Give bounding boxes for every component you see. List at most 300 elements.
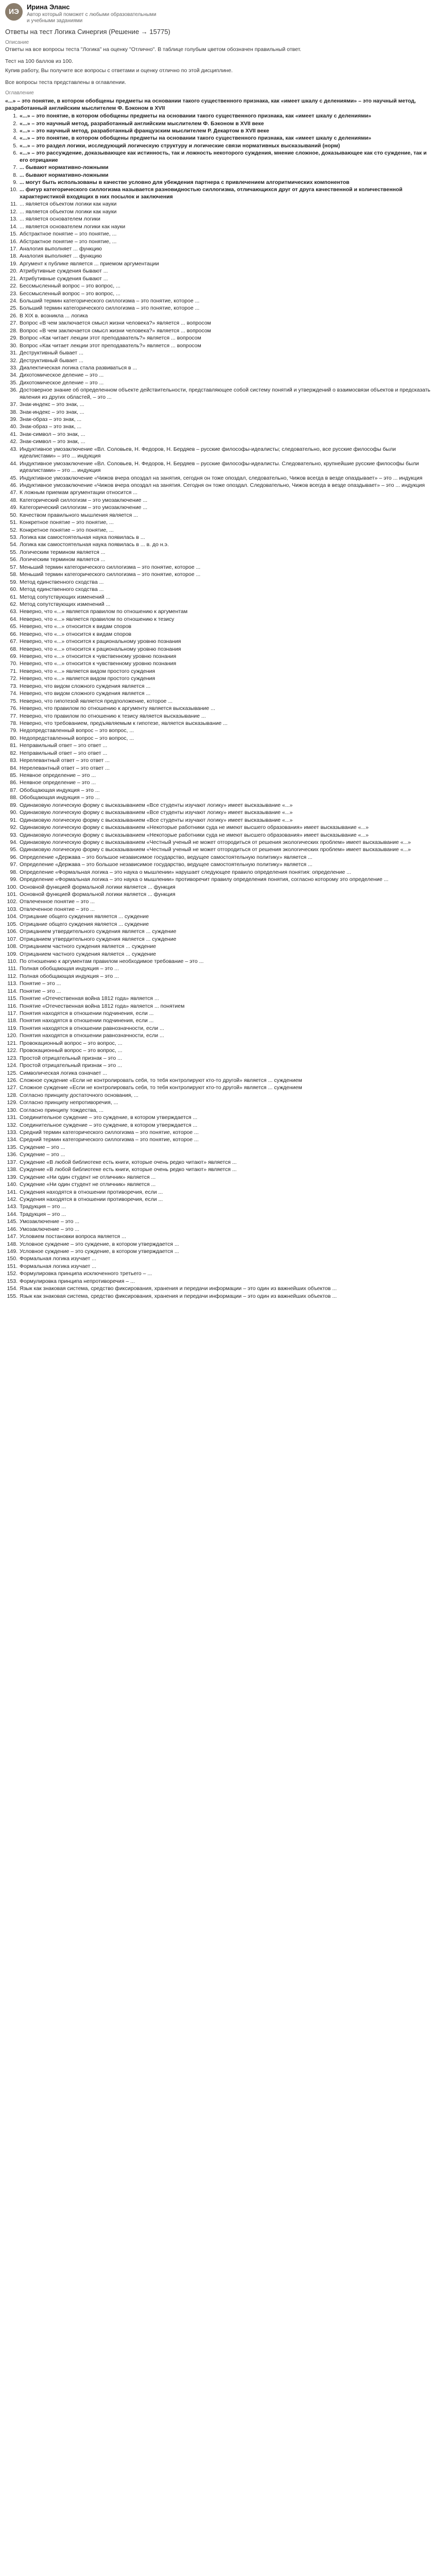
toc-item bbox=[6, 817, 432, 824]
toc-item-text: Деструктивный бывает ... bbox=[20, 357, 83, 364]
toc-item bbox=[6, 1166, 432, 1173]
toc-item-text: Знак-образ – это знак, ... bbox=[20, 423, 82, 430]
toc-item-text: ... могут быть использованы в качестве условно для убеждения партнера с привлечением алгоритмических компонентов bbox=[20, 179, 350, 185]
toc-item-number: 119. bbox=[7, 1025, 18, 1031]
toc-item-number: 46. bbox=[10, 482, 18, 488]
toc-item-number: 60. bbox=[10, 586, 18, 593]
toc-item-number: 26. bbox=[10, 312, 18, 319]
toc-item-text: Неверно, что «...» относится к видам споров bbox=[20, 623, 132, 630]
toc-item-text: Понятие – это ... bbox=[20, 980, 61, 987]
toc-item bbox=[6, 504, 432, 511]
toc-item bbox=[6, 534, 432, 541]
toc-item-text: Неверно, что «...» является правилом по отношению к аргументам bbox=[20, 608, 188, 615]
toc-item-text: Простой отрицательный признак – это ... bbox=[20, 1062, 122, 1069]
toc-item bbox=[6, 527, 432, 534]
toc-item-number: 63. bbox=[10, 608, 18, 615]
toc-item-text: Конкретное понятие – это понятие, ... bbox=[20, 527, 114, 533]
toc-item-number: 122. bbox=[7, 1047, 18, 1054]
description-line: Все вопросы теста представлены в оглавлении. bbox=[5, 79, 126, 86]
toc-item bbox=[6, 1189, 432, 1196]
toc-item-number: 4. bbox=[13, 135, 18, 142]
toc-item-number: 71. bbox=[10, 668, 18, 674]
toc-item-number: 56. bbox=[10, 556, 18, 563]
toc-item-text: Меньший термин категорического силлогизма – это понятие, которое ... bbox=[20, 571, 201, 578]
toc-item bbox=[6, 854, 432, 861]
toc-item-text: Знак-образ – это знак, ... bbox=[20, 416, 82, 422]
toc-item-number: 17. bbox=[10, 245, 18, 252]
toc-item-text: ... является основателем логики как науки bbox=[20, 223, 126, 230]
toc-item-text: Неверно, что видом сложного суждения является ... bbox=[20, 690, 151, 697]
toc-item-number: 78. bbox=[10, 720, 18, 726]
toc-item-text: Вопрос «В чем заключается смысл жизни человека?» является ... вопросом bbox=[20, 327, 211, 334]
toc-item-text: Суждение «Ни один студент не отличник» является ... bbox=[20, 1174, 156, 1180]
toc-item bbox=[6, 735, 432, 742]
toc-item bbox=[6, 1151, 432, 1158]
toc-item-text: Неверно, что видом сложного суждения является ... bbox=[20, 683, 151, 689]
toc-item-number: 38. bbox=[10, 409, 18, 415]
toc-item-text: Дихотомическое деление – это ... bbox=[20, 372, 104, 379]
toc-item-text: Формальная логика изучает ... bbox=[20, 1256, 97, 1262]
toc-item-text: Суждение – это ... bbox=[20, 1151, 65, 1158]
toc-item-number: 97. bbox=[10, 861, 18, 868]
toc-item-text: Аналогия выполняет ... функцию bbox=[20, 245, 102, 252]
toc-item-text: Полная обобщающая индукция – это ... bbox=[20, 973, 119, 979]
toc-item-text: Неверно, что гипотезой является предположение, которое ... bbox=[20, 698, 173, 704]
toc-item bbox=[6, 586, 432, 593]
toc-item-text: Деструктивный бывает ... bbox=[20, 350, 83, 357]
toc-item-text: Одинаковую логическую форму с высказыванием «Некоторые работники суда не имеют высшего образования» имеет высказывание «...» bbox=[20, 824, 369, 831]
toc-item-text: Средний термин категорического силлогизма – это понятие, которое ... bbox=[20, 1137, 199, 1143]
toc-item bbox=[6, 594, 432, 601]
toc-item-text: Знак-индекс – это знак, ... bbox=[20, 401, 84, 408]
toc-intro: «...» – это понятие, в котором обобщены предметы на основании такого существенного признака, как «имеет шкалу с делениями» – это научный метод, разработанный английским мыслителем Ф. Бэконом в XVII bbox=[5, 98, 416, 111]
toc-item-number: 151. bbox=[7, 1263, 18, 1269]
toc-item bbox=[6, 497, 432, 504]
toc-item-number: 115. bbox=[7, 995, 18, 1002]
toc-item-text: Индуктивное умозаключение «Вл. Соловьев, Н. Федоров, Н. Бердяев – русские философы-идеалисты; следовательно, все русские философы были идеалистами» – это ... индукция bbox=[20, 446, 396, 460]
toc-item bbox=[6, 623, 432, 630]
toc-item bbox=[6, 519, 432, 526]
toc-item-text: Абстрактное понятие – это понятие, ... bbox=[20, 238, 117, 245]
toc-item-number: 132. bbox=[7, 1122, 18, 1128]
toc-item-number: 84. bbox=[10, 765, 18, 771]
toc-item bbox=[6, 1114, 432, 1121]
description-label: Описание bbox=[5, 39, 29, 45]
toc-item-number: 116. bbox=[7, 1003, 18, 1009]
toc-item-text: Отрицанием утвердительного суждения является ... суждение bbox=[20, 928, 177, 935]
toc-item-text: Неявное определение – это ... bbox=[20, 779, 96, 786]
toc-item-number: 50. bbox=[10, 512, 18, 518]
toc-item-text: Язык как знаковая система, средство фиксирования, хранения и передачи информации – это один из важнейших объектов ... bbox=[20, 1285, 337, 1292]
toc-item bbox=[6, 1084, 432, 1091]
toc-item bbox=[6, 276, 432, 282]
toc-item bbox=[6, 475, 432, 482]
toc-item bbox=[6, 824, 432, 831]
toc-item-number: 75. bbox=[10, 698, 18, 704]
toc-item bbox=[6, 1077, 432, 1084]
toc-item-text: Знак-символ – это знак, ... bbox=[20, 431, 85, 437]
description-line: Тест на 100 баллов из 100. bbox=[5, 58, 73, 65]
toc-item-number: 101. bbox=[7, 891, 18, 897]
toc-item bbox=[6, 779, 432, 786]
toc-item bbox=[6, 1233, 432, 1240]
toc-item-number: 124. bbox=[7, 1062, 18, 1069]
toc-item-text: Атрибутивные суждения бывают ... bbox=[20, 275, 108, 282]
toc-item bbox=[6, 143, 432, 149]
toc-item-text: Обобщающая индукция – это ... bbox=[20, 787, 100, 793]
toc-item-number: 77. bbox=[10, 713, 18, 719]
toc-item-number: 24. bbox=[10, 298, 18, 304]
toc-item-text: Определение «Держава – это большое независимое государство, ведущее самостоятельную политику» является ... bbox=[20, 861, 312, 868]
toc-item-number: 39. bbox=[10, 416, 18, 422]
toc-item bbox=[6, 571, 432, 578]
toc-item bbox=[6, 631, 432, 638]
toc-item-text: Понятия находятся в отношении подчинения, если ... bbox=[20, 1018, 154, 1024]
toc-item bbox=[6, 1092, 432, 1099]
toc-item bbox=[6, 423, 432, 430]
toc-item bbox=[6, 973, 432, 980]
toc-item-text: Одинаковую логическую форму с высказыванием «Все студенты изучают логику» имеет высказывание «...» bbox=[20, 817, 293, 823]
toc-item-text: Суждения находятся в отношении противоречия, если ... bbox=[20, 1196, 163, 1202]
toc-item bbox=[6, 556, 432, 563]
toc-item bbox=[6, 668, 432, 675]
toc-item bbox=[6, 1204, 432, 1210]
toc-item-text: Неверно, что «...» относится к чувственному уровню познания bbox=[20, 660, 177, 667]
description-line: Ответы на все вопросы теста "Логика" на оценку "Отлично". В таблице голубым цветом обозначен правильный ответ. bbox=[5, 46, 302, 53]
toc-item-text: Формулировка принципа исключенного третьего – ... bbox=[20, 1270, 152, 1277]
toc-item bbox=[6, 839, 432, 846]
toc-item bbox=[6, 135, 432, 142]
toc-item bbox=[6, 549, 432, 556]
toc-item bbox=[6, 884, 432, 891]
toc-item-text: ... является основателем логики bbox=[20, 216, 100, 223]
toc-item bbox=[6, 268, 432, 275]
toc-item bbox=[6, 705, 432, 712]
toc-item-text: Провокационный вопрос – это вопрос, ... bbox=[20, 1040, 123, 1046]
toc-item bbox=[6, 1293, 432, 1300]
toc-item-text: Традукция – это ... bbox=[20, 1211, 66, 1217]
toc-item-number: 138. bbox=[7, 1166, 18, 1173]
toc-item bbox=[6, 660, 432, 667]
toc-item-text: Неверно, что требованием, предъявляемым к гипотезе, является высказывание ... bbox=[20, 720, 228, 726]
toc-item bbox=[6, 928, 432, 935]
toc-item-number: 7. bbox=[13, 164, 18, 171]
toc-item-number: 107. bbox=[7, 936, 18, 942]
toc-item-text: Отрицание общего суждения является ... суждение bbox=[20, 921, 149, 927]
toc-item-number: 140. bbox=[7, 1181, 18, 1188]
description bbox=[5, 46, 432, 87]
toc-item-text: Средний термин категорического силлогизма – это понятие, которое ... bbox=[20, 1129, 199, 1136]
toc-item-text: Одинаковую логическую форму с высказыванием «Все студенты изучают логику» имеет высказывание «...» bbox=[20, 802, 293, 808]
toc-item-text: Логическим термином является ... bbox=[20, 549, 106, 555]
toc-item-text: ... бывают нормативно-ложными bbox=[20, 164, 109, 171]
toc-item bbox=[6, 675, 432, 682]
toc-item bbox=[6, 1018, 432, 1024]
toc-item-number: 59. bbox=[10, 579, 18, 585]
toc-item-number: 108. bbox=[7, 943, 18, 950]
toc-item-number: 52. bbox=[10, 527, 18, 533]
toc-item bbox=[6, 387, 432, 401]
toc-item-number: 117. bbox=[7, 1010, 18, 1016]
toc-item-number: 66. bbox=[10, 631, 18, 637]
toc-item-number: 48. bbox=[10, 497, 18, 503]
toc-item-number: 68. bbox=[10, 646, 18, 652]
toc-item-number: 27. bbox=[10, 320, 18, 327]
toc-item-text: Метод единственного сходства ... bbox=[20, 579, 104, 585]
toc-item-number: 65. bbox=[10, 623, 18, 630]
toc-item bbox=[6, 224, 432, 230]
toc-item-text: Метод сопутствующих изменений ... bbox=[20, 594, 111, 600]
toc-item-text: Понятия находятся в отношении подчинения, если ... bbox=[20, 1010, 154, 1016]
toc-item-text: Меньший термин категорического силлогизма – это понятие, которое ... bbox=[20, 564, 201, 570]
toc-item-text: Сложное суждение «Если не контролировать себя, то тебя контролируют кто-то другой» является ... суждением bbox=[20, 1077, 302, 1083]
toc-item-number: 88. bbox=[10, 794, 18, 801]
toc-item-text: Неверно, что «...» является видом простого суждения bbox=[20, 668, 155, 674]
toc-item bbox=[6, 179, 432, 186]
toc-item-text: Нерелевантный ответ – это ответ ... bbox=[20, 757, 110, 764]
toc-item-number: 85. bbox=[10, 772, 18, 778]
toc-item bbox=[6, 261, 432, 267]
toc-item bbox=[6, 713, 432, 720]
toc-item-number: 37. bbox=[10, 401, 18, 408]
toc-item bbox=[6, 638, 432, 645]
toc-item bbox=[6, 913, 432, 920]
toc-item bbox=[6, 698, 432, 705]
toc-item bbox=[6, 1211, 432, 1218]
toc-item-text: Логика как самостоятельная наука появилась в ... bbox=[20, 534, 145, 540]
toc-item bbox=[6, 1062, 432, 1069]
toc-item bbox=[6, 320, 432, 327]
toc-item-number: 153. bbox=[7, 1278, 18, 1284]
toc-item-number: 76. bbox=[10, 705, 18, 712]
toc-item-number: 33. bbox=[10, 364, 18, 371]
toc-item-number: 72. bbox=[10, 675, 18, 682]
toc-item-text: Одинаковую логическую форму с высказыванием «Все студенты изучают логику» имеет высказывание «...» bbox=[20, 809, 293, 816]
toc-item bbox=[6, 438, 432, 445]
toc-item-number: 129. bbox=[7, 1099, 18, 1106]
toc-item bbox=[6, 401, 432, 408]
toc-item bbox=[6, 216, 432, 223]
toc-item-number: 90. bbox=[10, 809, 18, 816]
toc-item-number: 10. bbox=[10, 187, 18, 193]
toc-item bbox=[6, 350, 432, 357]
toc-item bbox=[6, 951, 432, 958]
toc-item bbox=[6, 965, 432, 972]
toc-item bbox=[6, 246, 432, 252]
toc-item-number: 102. bbox=[7, 899, 18, 905]
toc-item bbox=[6, 921, 432, 928]
toc-item-number: 74. bbox=[10, 690, 18, 697]
toc-item-number: 110. bbox=[7, 958, 18, 964]
toc-item-text: Сложное суждение «Если не контролировать себя, то тебя контролируют кто-то другой» является ... суждением bbox=[20, 1084, 302, 1091]
toc-item-text: В XIX в. возникла ... логика bbox=[20, 312, 88, 319]
toc-item-text: Суждение «Ни один студент не отличник» является ... bbox=[20, 1181, 156, 1188]
toc-item bbox=[6, 943, 432, 950]
toc-item-number: 3. bbox=[13, 127, 18, 134]
toc-item-text: Метод единственного сходства ... bbox=[20, 586, 104, 593]
toc-item-text: «...» – это рассуждение, доказывающее как истинность, так и ложность некоторого суждения, мнение сложное, доказывающее как сто суждение, так и его отрицание bbox=[20, 150, 427, 163]
toc-item-number: 91. bbox=[10, 817, 18, 823]
toc-item-number: 111. bbox=[8, 965, 18, 972]
toc-item-text: «...» – это научный метод, разработанный английским мыслителем Ф. Бэконом в XVII веке bbox=[20, 120, 264, 127]
toc-item-text: Основной функцией формальной логики является ... функция bbox=[20, 891, 176, 897]
toc-item-text: Неверно, что «...» относится к видам споров bbox=[20, 631, 132, 637]
toc-item-number: 136. bbox=[7, 1151, 18, 1158]
toc-item-text: Символическая логика означает ... bbox=[20, 1070, 108, 1076]
toc-item-text: Полная обобщающая индукция – это ... bbox=[20, 965, 119, 972]
toc-item-number: 127. bbox=[7, 1084, 18, 1091]
toc-item-number: 23. bbox=[10, 290, 18, 297]
toc-item-text: Условное суждение – это суждение, в котором утверждается ... bbox=[20, 1248, 179, 1255]
toc-item-text: Логическим термином является ... bbox=[20, 556, 106, 563]
toc-item-number: 69. bbox=[10, 653, 18, 659]
toc-item bbox=[6, 742, 432, 749]
toc-label: Оглавление bbox=[5, 90, 34, 96]
toc-item-number: 21. bbox=[10, 275, 18, 282]
author-info bbox=[27, 3, 161, 25]
toc-item-number: 83. bbox=[10, 757, 18, 764]
toc-item-number: 118. bbox=[7, 1018, 18, 1024]
toc-item-text: Суждение «В любой библиотеке есть книги, которые очень редко читают» является ... bbox=[20, 1159, 237, 1165]
toc-item-text: Недопредставленный вопрос – это вопрос, ... bbox=[20, 735, 134, 741]
toc-item-text: По отношению к аргументам правилом необходимое требование – это ... bbox=[20, 958, 204, 964]
toc-item bbox=[6, 113, 432, 120]
toc-item bbox=[6, 653, 432, 660]
toc-item bbox=[6, 335, 432, 342]
toc-item-number: 44. bbox=[10, 460, 18, 467]
toc-item bbox=[6, 1144, 432, 1151]
toc-item-number: 49. bbox=[10, 504, 18, 511]
toc-item bbox=[6, 765, 432, 772]
toc-item-number: 86. bbox=[10, 779, 18, 786]
toc-item-number: 5. bbox=[13, 142, 18, 149]
toc-list bbox=[5, 113, 432, 1300]
toc-item-number: 41. bbox=[10, 431, 18, 437]
toc-item-number: 9. bbox=[13, 179, 18, 185]
toc-item bbox=[6, 1040, 432, 1047]
toc-item-number: 47. bbox=[10, 489, 18, 496]
toc-item bbox=[6, 1181, 432, 1188]
toc-item bbox=[6, 690, 432, 697]
toc-item-text: Провокационный вопрос – это вопрос, ... bbox=[20, 1047, 123, 1054]
toc-item-number: 98. bbox=[10, 869, 18, 875]
toc-item bbox=[6, 757, 432, 764]
toc-item-text: Неправильный ответ – это ответ ... bbox=[20, 742, 108, 749]
toc-item-text: Понятия находятся в отношении равнозначности, если ... bbox=[20, 1025, 164, 1031]
toc-item-text: Понятие «Отечественная война 1812 года» является ... понятием bbox=[20, 1003, 185, 1009]
toc-item-text: Умозаключение – это ... bbox=[20, 1218, 80, 1225]
toc-item bbox=[6, 380, 432, 386]
toc-item bbox=[6, 899, 432, 905]
toc-item-number: 25. bbox=[10, 305, 18, 312]
toc-item-number: 100. bbox=[7, 884, 18, 890]
toc-item-text: Неверно, что «...» является правилом по отношению к тезису bbox=[20, 616, 175, 622]
toc-item bbox=[6, 1263, 432, 1270]
toc-item-text: Согласно принципу достаточного основания, ... bbox=[20, 1092, 138, 1098]
toc-item bbox=[6, 809, 432, 816]
toc-item-number: 126. bbox=[7, 1077, 18, 1083]
toc-item bbox=[6, 1003, 432, 1010]
toc-item-number: 125. bbox=[7, 1070, 18, 1076]
toc-item-text: Определение «Формальная логика – это наука о мышлении» нарушает следующее правило определения понятия: определение ... bbox=[20, 869, 351, 875]
toc-item-number: 82. bbox=[10, 750, 18, 756]
toc-item bbox=[6, 1070, 432, 1077]
toc-item-number: 112. bbox=[7, 973, 18, 979]
toc-item-number: 51. bbox=[10, 519, 18, 526]
toc-item-text: Суждение – это ... bbox=[20, 1144, 65, 1150]
toc-item-text: Неверно, что «...» относится к рациональному уровню познания bbox=[20, 638, 181, 645]
toc-item bbox=[6, 1099, 432, 1106]
toc-item-number: 45. bbox=[10, 474, 18, 481]
toc-item bbox=[6, 372, 432, 379]
toc-item-number: 13. bbox=[10, 216, 18, 223]
toc-item-number: 11. bbox=[10, 201, 18, 208]
toc-item-text: Логика как самостоятельная наука появилась в ... в. до н.э. bbox=[20, 541, 169, 548]
toc-item-text: Одинаковую логическую форму с высказыванием «Честный ученый не может отгородиться от решения экологических проблем» имеет высказывание «...» bbox=[20, 839, 411, 845]
toc-item-text: Согласно принципу тождества, ... bbox=[20, 1107, 104, 1113]
toc-item-text: Достоверное знание об определенном объекте действительности, представляющее собой систему понятий и утверждений о взаимосвязи объектов и предсказать явления из других областей, – это ... bbox=[20, 387, 431, 400]
toc-item-number: 34. bbox=[10, 372, 18, 379]
toc-item bbox=[6, 794, 432, 801]
toc-item-number: 103. bbox=[7, 906, 18, 912]
toc-item bbox=[6, 1047, 432, 1054]
toc-item bbox=[6, 1285, 432, 1292]
toc-item bbox=[6, 358, 432, 364]
toc-item-number: 73. bbox=[10, 683, 18, 689]
toc-item bbox=[6, 201, 432, 208]
toc-item-number: 18. bbox=[10, 253, 18, 260]
toc-item-number: 67. bbox=[10, 638, 18, 645]
toc-item-number: 109. bbox=[7, 951, 18, 957]
toc-item-text: Формулировка принципа непротиворечия – ... bbox=[20, 1278, 135, 1284]
toc-item-text: Понятия находятся в отношении равнозначности, если ... bbox=[20, 1032, 164, 1039]
toc-item-text: Знак-символ – это знак, ... bbox=[20, 438, 85, 445]
author-name[interactable]: Ирина Эланс bbox=[27, 3, 70, 11]
toc-item-number: 148. bbox=[7, 1241, 18, 1247]
toc-item bbox=[6, 750, 432, 757]
toc-item bbox=[6, 861, 432, 868]
toc-item-number: 62. bbox=[10, 601, 18, 607]
toc-item-number: 150. bbox=[7, 1256, 18, 1262]
toc-item-number: 141. bbox=[7, 1189, 18, 1195]
toc-item-text: Понятие – это ... bbox=[20, 988, 61, 994]
toc-item bbox=[6, 601, 432, 608]
toc-item-number: 54. bbox=[10, 541, 18, 548]
toc-item bbox=[6, 1218, 432, 1225]
avatar[interactable]: ИЭ bbox=[5, 3, 23, 21]
toc-item-number: 142. bbox=[7, 1196, 18, 1202]
toc-item-number: 106. bbox=[7, 928, 18, 935]
toc-item-number: 113. bbox=[7, 980, 18, 987]
toc-item-number: 92. bbox=[10, 824, 18, 831]
toc-item-text: Суждения находятся в отношении противоречия, если ... bbox=[20, 1189, 163, 1195]
toc-item-text: Суждение «В любой библиотеке есть книги, которые очень редко читают» является ... bbox=[20, 1166, 237, 1173]
toc-item-number: 134. bbox=[7, 1137, 18, 1143]
toc-item bbox=[6, 832, 432, 839]
toc-item-number: 143. bbox=[7, 1204, 18, 1210]
toc-item-text: Индуктивное умозаключение «Чижов вчера опоздал на занятия. Сегодня он тоже опоздал. Следовательно, Чижов всегда в везде опаздывает» – это ... индукция bbox=[20, 482, 425, 488]
toc-item-number: 128. bbox=[7, 1092, 18, 1098]
toc-item-text: Неверно, что «...» относится к чувственному уровню познания bbox=[20, 653, 177, 659]
toc-item-number: 20. bbox=[10, 268, 18, 275]
toc-item-text: ... является объектом логики как науки bbox=[20, 201, 117, 208]
toc-item-number: 137. bbox=[7, 1159, 18, 1165]
toc-item-number: 2. bbox=[13, 120, 18, 127]
toc-item-text: Отрицанием частного суждения является ... суждение bbox=[20, 943, 156, 950]
toc-item-text: Традукция – это ... bbox=[20, 1204, 66, 1210]
toc-item-number: 35. bbox=[10, 379, 18, 386]
toc-item bbox=[6, 121, 432, 127]
